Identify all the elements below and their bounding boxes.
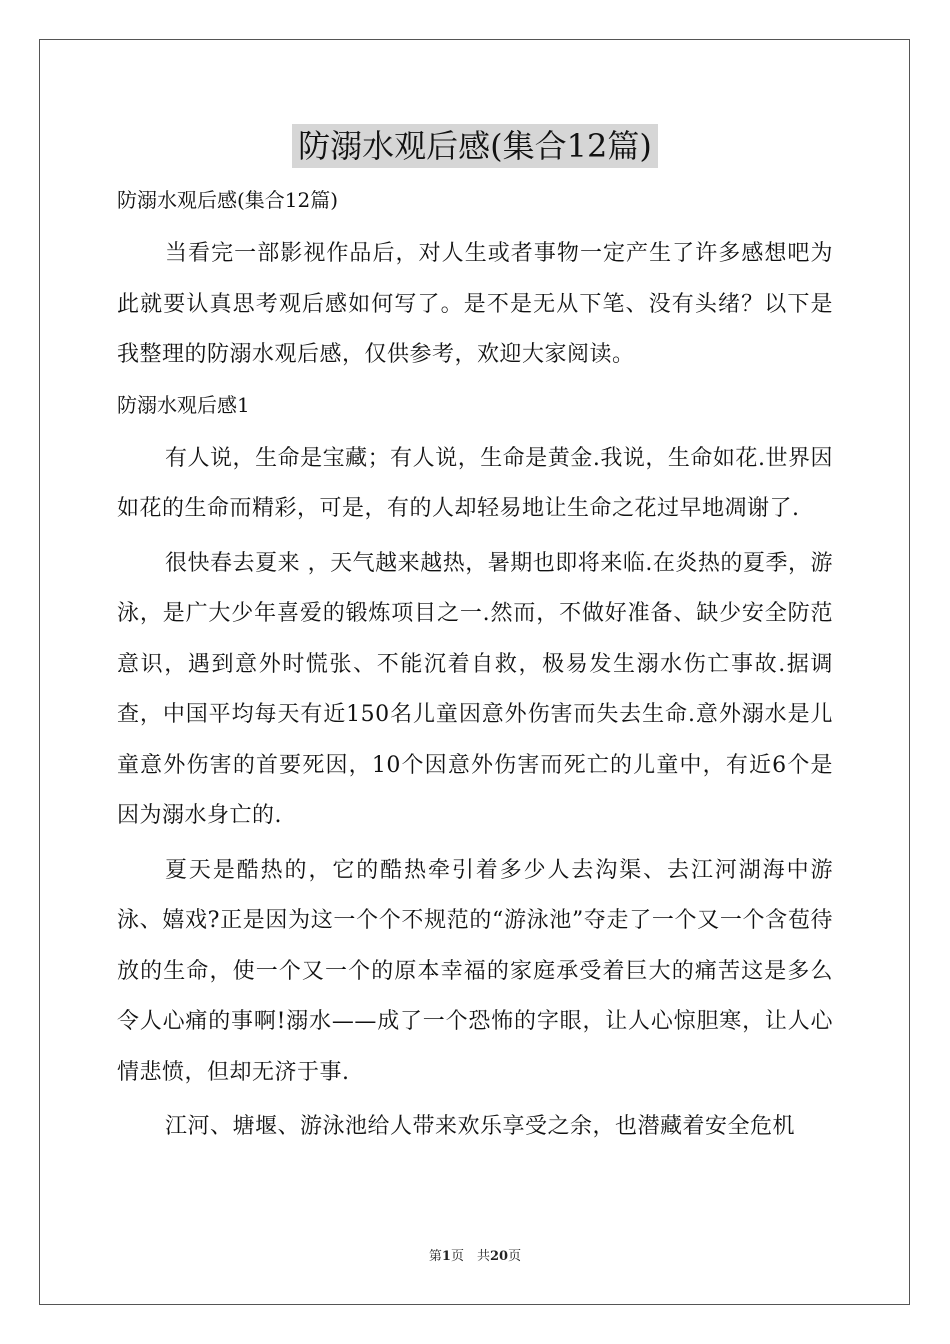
title-container (0, 124, 950, 168)
body-paragraph: 夏天是酷热的，它的酷热牵引着多少人去沟渠、去江河湖海中游泳、嬉戏?正是因为这一个个不规范的“游泳池”夺走了一个又一个含苞待放的生命，使一个又一个的原本幸福的家庭承受着巨大的痛苦这是多么令人心痛的事啊!溺水——成了一个恐怖的字眼，让人心惊胆寒，让人心情悲愤，但却无济于事. (117, 857, 833, 1085)
document-title: 防溺水观后感(集合12篇) (292, 124, 658, 168)
intro-paragraph: 当看完一部影视作品后，对人生或者事物一定产生了许多感想吧为此就要认真思考观后感如何写了。是不是无从下笔、没有头绪？以下是我整理的防溺水观后感，仅供参考，欢迎大家阅读。 (117, 241, 833, 367)
page-total-number: 20 (489, 1249, 509, 1264)
page-prefix: 第 (428, 1249, 442, 1264)
body-paragraph: 很快春去夏来 ，天气越来越热，暑期也即将来临.在炎热的夏季，游泳，是广大少年喜爱的锻炼项目之一.然而，不做好准备、缺少安全防范意识，遇到意外时慌张、不能沉着自救，极易发生溺水伤亡事故.据调查，中国平均每天有近150名儿童因意外伤害而失去生命.意外溺水是儿童意外伤害的首要死因，10个因意外伤害而死亡的儿童中，有近6个是因为溺水身亡的. (117, 550, 833, 828)
page-middle-text: 页 共 (450, 1249, 490, 1264)
section-heading: 防溺水观后感1 (117, 392, 250, 417)
document-subtitle: 防溺水观后感(集合12篇) (117, 188, 339, 212)
body-paragraph: 江河、塘堰、游泳池给人带来欢乐享受之余，也潜藏着安全危机 (165, 1114, 796, 1139)
page-suffix: 页 (508, 1249, 522, 1264)
body-paragraph: 有人说，生命是宝藏；有人说，生命是黄金.我说，生命如花.世界因如花的生命而精彩，可是，有的人却轻易地让生命之花过早地凋谢了. (117, 445, 833, 521)
page-current-number: 1 (441, 1249, 451, 1264)
document-body (117, 180, 833, 1157)
page-footer (0, 1248, 950, 1266)
